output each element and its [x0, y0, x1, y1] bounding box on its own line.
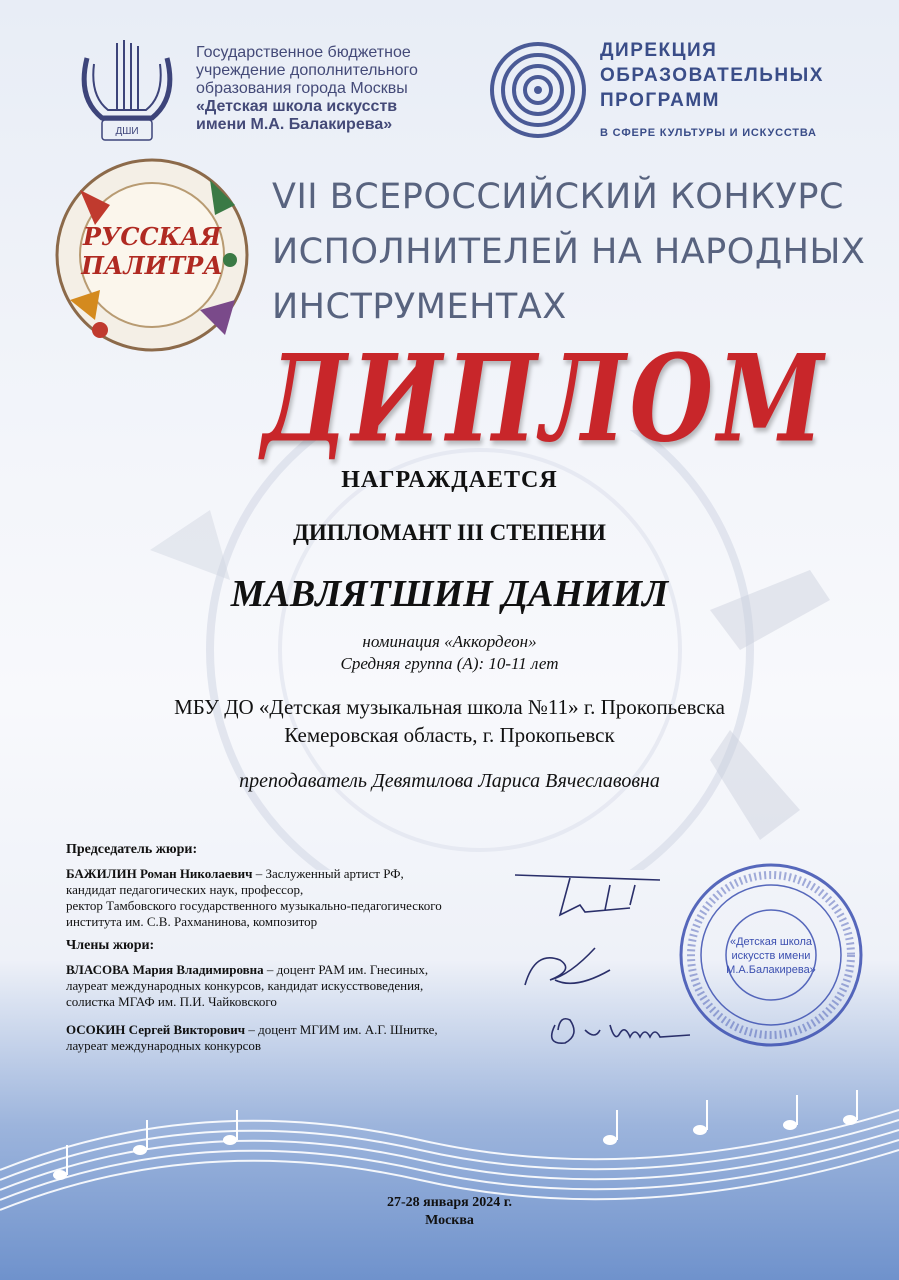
jury-member-name: ОСОКИН Сергей Викторович — [66, 1022, 246, 1037]
contest-title-line: ИНСТРУМЕНТАХ — [272, 287, 567, 327]
awarded-label: НАГРАЖДАЕТСЯ — [341, 467, 558, 493]
russkaya-palitra-emblem — [40, 150, 265, 360]
jury-member — [66, 1022, 536, 1038]
teacher: преподаватель Девятилова Лариса Вячеславовна — [239, 770, 660, 792]
directorate-line: ОБРАЗОВАТЕЛЬНЫХ — [600, 65, 824, 86]
org-line: Государственное бюджетное — [196, 44, 411, 61]
jury-chair — [66, 866, 536, 882]
jury-chair-detail: института им. С.В. Рахманинова, композитор — [66, 914, 318, 929]
event-city: Москва — [425, 1213, 474, 1228]
signature-chair — [510, 860, 670, 930]
jury-member-detail: лауреат международных конкурсов — [66, 1038, 262, 1053]
org-line: «Детская школа искусств — [196, 98, 398, 115]
age-group: Средняя группа (А): 10-11 лет — [340, 654, 559, 673]
recipient-name: МАВЛЯТШИН ДАНИИЛ — [230, 573, 669, 615]
jury-member — [66, 962, 536, 978]
jury-member-detail: – доцент МГИМ им. А.Г. Шнитке, — [245, 1022, 438, 1037]
contest-title-line: VII ВСЕРОССИЙСКИЙ КОНКУРС — [272, 177, 844, 217]
contest-title-line: ИСПОЛНИТЕЛЕЙ НА НАРОДНЫХ — [272, 232, 866, 272]
jury-block — [66, 842, 536, 1054]
school-org-name — [196, 44, 418, 134]
signature-member-1 — [515, 940, 625, 1000]
lyre-logo-text: ДШИ — [115, 126, 139, 137]
stamp-center-line: искусств имени — [731, 950, 811, 962]
stamp-center-line: М.А.Балакирева» — [726, 964, 816, 976]
jury-member-detail: лауреат международных конкурсов, кандидат искусствоведения, — [66, 978, 424, 993]
official-stamp — [676, 860, 866, 1050]
directorate-name — [600, 38, 824, 139]
emblem-line-1: РУССКАЯ — [82, 222, 222, 251]
school-name: МБУ ДО «Детская музыкальная школа №11» г. Прокопьевска — [174, 695, 725, 719]
region: Кемеровская область, г. Прокопьевск — [284, 723, 615, 747]
jury-member-detail: солистка МГАФ им. П.И. Чайковского — [66, 994, 277, 1009]
diploma-heading: ДИПЛОМ — [262, 328, 828, 470]
org-line: учреждение дополнительного — [196, 62, 418, 79]
org-line: имени М.А. Балакирева» — [196, 116, 393, 133]
jury-members-heading: Члены жюри: — [66, 938, 155, 953]
emblem-line-2: ПАЛИТРА — [81, 251, 223, 280]
jury-chair-detail: ректор Тамбовского государственного музыкально-педагогического — [66, 898, 442, 913]
jury-chair-detail: кандидат педагогических наук, профессор, — [66, 882, 304, 897]
jury-chair-name: БАЖИЛИН Роман Николаевич — [66, 866, 253, 881]
org-line: образования города Москвы — [196, 80, 408, 97]
footer-music-wave — [0, 1080, 899, 1280]
jury-member-detail: – доцент РАМ им. Гнесиных, — [263, 962, 429, 977]
stamp-center-line: «Детская школа — [729, 936, 813, 948]
jury-member-name: ВЛАСОВА Мария Владимировна — [66, 962, 264, 977]
degree-label: ДИПЛОМАНТ III СТЕПЕНИ — [293, 520, 606, 545]
jury-chair-heading: Председатель жюри: — [66, 842, 198, 857]
jury-chair-detail: – Заслуженный артист РФ, — [252, 866, 404, 881]
lyre-logo — [72, 38, 182, 144]
event-date-block — [0, 1194, 899, 1230]
nomination: номинация «Аккордеон» — [362, 632, 537, 651]
directorate-line: ПРОГРАММ — [600, 90, 721, 111]
directorate-subtitle: В СФЕРЕ КУЛЬТУРЫ И ИСКУССТВА — [600, 127, 817, 139]
contest-title — [272, 170, 882, 335]
directorate-logo — [488, 40, 588, 140]
directorate-line: ДИРЕКЦИЯ — [600, 40, 718, 61]
event-date: 27-28 января 2024 г. — [386, 1195, 512, 1210]
